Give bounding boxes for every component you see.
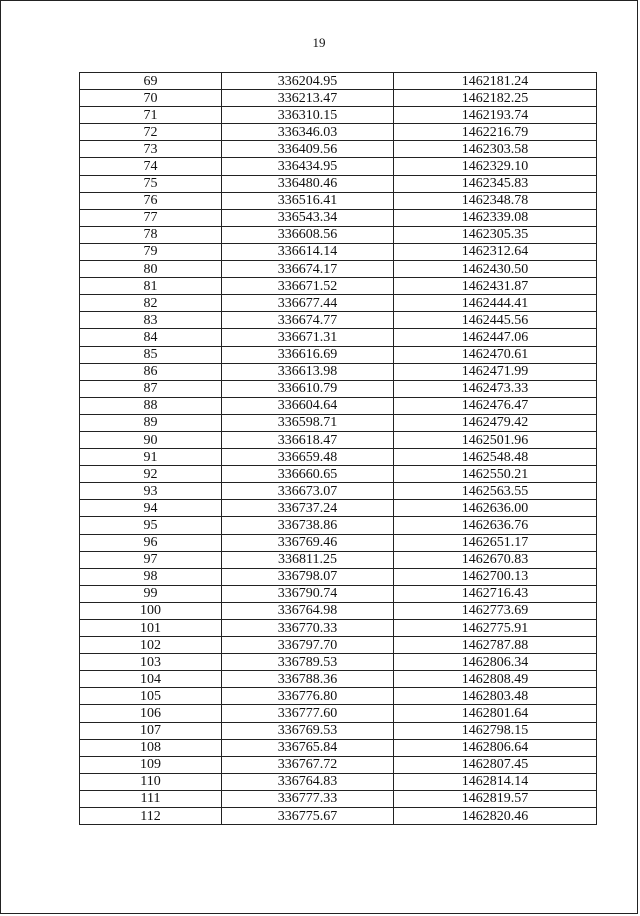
table-row (80, 192, 597, 209)
point-number-cell: 72 (80, 124, 222, 141)
x-coordinate-cell: 336777.33 (222, 790, 394, 807)
table-row (80, 431, 597, 448)
y-coordinate-cell: 1462550.21 (394, 466, 597, 483)
y-coordinate-cell: 1462216.79 (394, 124, 597, 141)
x-coordinate-cell: 336769.46 (222, 534, 394, 551)
x-coordinate-cell: 336659.48 (222, 449, 394, 466)
point-number-cell: 92 (80, 466, 222, 483)
y-coordinate-cell: 1462447.06 (394, 329, 597, 346)
table-row (80, 124, 597, 141)
x-coordinate-cell: 336674.17 (222, 261, 394, 278)
y-coordinate-cell: 1462814.14 (394, 773, 597, 790)
table-row (80, 602, 597, 619)
table-row (80, 568, 597, 585)
x-coordinate-cell: 336673.07 (222, 483, 394, 500)
table-row (80, 346, 597, 363)
x-coordinate-cell: 336204.95 (222, 73, 394, 90)
y-coordinate-cell: 1462501.96 (394, 431, 597, 448)
point-number-cell: 87 (80, 380, 222, 397)
table-row (80, 637, 597, 654)
x-coordinate-cell: 336516.41 (222, 192, 394, 209)
point-number-cell: 73 (80, 141, 222, 158)
x-coordinate-cell: 336798.07 (222, 568, 394, 585)
x-coordinate-cell: 336660.65 (222, 466, 394, 483)
x-coordinate-cell: 336777.60 (222, 705, 394, 722)
point-number-cell: 103 (80, 654, 222, 671)
point-number-cell: 79 (80, 243, 222, 260)
x-coordinate-cell: 336310.15 (222, 107, 394, 124)
page-number: 19 (312, 35, 326, 50)
point-number-cell: 98 (80, 568, 222, 585)
y-coordinate-cell: 1462479.42 (394, 414, 597, 431)
table-row (80, 790, 597, 807)
y-coordinate-cell: 1462473.33 (394, 380, 597, 397)
y-coordinate-cell: 1462787.88 (394, 637, 597, 654)
table-row (80, 756, 597, 773)
table-row (80, 397, 597, 414)
table-row (80, 141, 597, 158)
point-number-cell: 111 (80, 790, 222, 807)
x-coordinate-cell: 336674.77 (222, 312, 394, 329)
table-row (80, 688, 597, 705)
table-row (80, 722, 597, 739)
point-number-cell: 96 (80, 534, 222, 551)
y-coordinate-cell: 1462803.48 (394, 688, 597, 705)
table-row (80, 295, 597, 312)
x-coordinate-cell: 336811.25 (222, 551, 394, 568)
y-coordinate-cell: 1462548.48 (394, 449, 597, 466)
point-number-cell: 85 (80, 346, 222, 363)
table-row (80, 620, 597, 637)
point-number-cell: 90 (80, 431, 222, 448)
table-row (80, 226, 597, 243)
x-coordinate-cell: 336677.44 (222, 295, 394, 312)
x-coordinate-cell: 336738.86 (222, 517, 394, 534)
x-coordinate-cell: 336604.64 (222, 397, 394, 414)
y-coordinate-cell: 1462808.49 (394, 671, 597, 688)
table-row (80, 209, 597, 226)
y-coordinate-cell: 1462348.78 (394, 192, 597, 209)
x-coordinate-cell: 336737.24 (222, 500, 394, 517)
table-row (80, 808, 597, 825)
point-number-cell: 86 (80, 363, 222, 380)
point-number-cell: 74 (80, 158, 222, 175)
x-coordinate-cell: 336598.71 (222, 414, 394, 431)
y-coordinate-cell: 1462820.46 (394, 808, 597, 825)
x-coordinate-cell: 336614.14 (222, 243, 394, 260)
table-row (80, 175, 597, 192)
table-row (80, 380, 597, 397)
y-coordinate-cell: 1462476.47 (394, 397, 597, 414)
point-number-cell: 110 (80, 773, 222, 790)
x-coordinate-cell: 336789.53 (222, 654, 394, 671)
table-row (80, 73, 597, 90)
y-coordinate-cell: 1462636.76 (394, 517, 597, 534)
point-number-cell: 83 (80, 312, 222, 329)
y-coordinate-cell: 1462312.64 (394, 243, 597, 260)
x-coordinate-cell: 336434.95 (222, 158, 394, 175)
point-number-cell: 107 (80, 722, 222, 739)
y-coordinate-cell: 1462775.91 (394, 620, 597, 637)
x-coordinate-cell: 336769.53 (222, 722, 394, 739)
table-row (80, 517, 597, 534)
table-row (80, 585, 597, 602)
table-row (80, 500, 597, 517)
point-number-cell: 75 (80, 175, 222, 192)
point-number-cell: 69 (80, 73, 222, 90)
point-number-cell: 84 (80, 329, 222, 346)
x-coordinate-cell: 336788.36 (222, 671, 394, 688)
y-coordinate-cell: 1462444.41 (394, 295, 597, 312)
y-coordinate-cell: 1462801.64 (394, 705, 597, 722)
x-coordinate-cell: 336767.72 (222, 756, 394, 773)
point-number-cell: 71 (80, 107, 222, 124)
x-coordinate-cell: 336671.52 (222, 278, 394, 295)
point-number-cell: 78 (80, 226, 222, 243)
y-coordinate-cell: 1462773.69 (394, 602, 597, 619)
y-coordinate-cell: 1462471.99 (394, 363, 597, 380)
coordinate-table (79, 72, 597, 825)
x-coordinate-cell: 336776.80 (222, 688, 394, 705)
y-coordinate-cell: 1462716.43 (394, 585, 597, 602)
x-coordinate-cell: 336770.33 (222, 620, 394, 637)
table-row (80, 466, 597, 483)
table-row (80, 773, 597, 790)
y-coordinate-cell: 1462430.50 (394, 261, 597, 278)
x-coordinate-cell: 336613.98 (222, 363, 394, 380)
table-row (80, 739, 597, 756)
table-row (80, 363, 597, 380)
y-coordinate-cell: 1462193.74 (394, 107, 597, 124)
table-row (80, 414, 597, 431)
y-coordinate-cell: 1462563.55 (394, 483, 597, 500)
table-row (80, 261, 597, 278)
table-row (80, 243, 597, 260)
x-coordinate-cell: 336213.47 (222, 90, 394, 107)
table-row (80, 654, 597, 671)
x-coordinate-cell: 336409.56 (222, 141, 394, 158)
y-coordinate-cell: 1462470.61 (394, 346, 597, 363)
point-number-cell: 112 (80, 808, 222, 825)
point-number-cell: 102 (80, 637, 222, 654)
point-number-cell: 106 (80, 705, 222, 722)
x-coordinate-cell: 336764.83 (222, 773, 394, 790)
point-number-cell: 94 (80, 500, 222, 517)
point-number-cell: 93 (80, 483, 222, 500)
y-coordinate-cell: 1462806.64 (394, 739, 597, 756)
x-coordinate-cell: 336346.03 (222, 124, 394, 141)
y-coordinate-cell: 1462431.87 (394, 278, 597, 295)
x-coordinate-cell: 336790.74 (222, 585, 394, 602)
point-number-cell: 80 (80, 261, 222, 278)
y-coordinate-cell: 1462303.58 (394, 141, 597, 158)
point-number-cell: 81 (80, 278, 222, 295)
y-coordinate-cell: 1462345.83 (394, 175, 597, 192)
y-coordinate-cell: 1462819.57 (394, 790, 597, 807)
table-row (80, 534, 597, 551)
y-coordinate-cell: 1462182.25 (394, 90, 597, 107)
table-row (80, 312, 597, 329)
x-coordinate-cell: 336765.84 (222, 739, 394, 756)
table-row (80, 551, 597, 568)
point-number-cell: 70 (80, 90, 222, 107)
point-number-cell: 104 (80, 671, 222, 688)
table-row (80, 671, 597, 688)
table-row (80, 705, 597, 722)
point-number-cell: 97 (80, 551, 222, 568)
point-number-cell: 82 (80, 295, 222, 312)
point-number-cell: 76 (80, 192, 222, 209)
y-coordinate-cell: 1462445.56 (394, 312, 597, 329)
y-coordinate-cell: 1462807.45 (394, 756, 597, 773)
table-row (80, 329, 597, 346)
y-coordinate-cell: 1462339.08 (394, 209, 597, 226)
x-coordinate-cell: 336543.34 (222, 209, 394, 226)
table-row (80, 278, 597, 295)
table-row (80, 483, 597, 500)
y-coordinate-cell: 1462636.00 (394, 500, 597, 517)
y-coordinate-cell: 1462181.24 (394, 73, 597, 90)
table-row (80, 158, 597, 175)
point-number-cell: 91 (80, 449, 222, 466)
point-number-cell: 77 (80, 209, 222, 226)
table-row (80, 107, 597, 124)
y-coordinate-cell: 1462806.34 (394, 654, 597, 671)
x-coordinate-cell: 336797.70 (222, 637, 394, 654)
point-number-cell: 88 (80, 397, 222, 414)
x-coordinate-cell: 336618.47 (222, 431, 394, 448)
point-number-cell: 105 (80, 688, 222, 705)
table-row (80, 449, 597, 466)
point-number-cell: 101 (80, 620, 222, 637)
point-number-cell: 108 (80, 739, 222, 756)
point-number-cell: 89 (80, 414, 222, 431)
x-coordinate-cell: 336608.56 (222, 226, 394, 243)
y-coordinate-cell: 1462798.15 (394, 722, 597, 739)
y-coordinate-cell: 1462329.10 (394, 158, 597, 175)
x-coordinate-cell: 336671.31 (222, 329, 394, 346)
table-row (80, 90, 597, 107)
y-coordinate-cell: 1462305.35 (394, 226, 597, 243)
point-number-cell: 109 (80, 756, 222, 773)
x-coordinate-cell: 336610.79 (222, 380, 394, 397)
coordinate-table-body (80, 73, 597, 825)
x-coordinate-cell: 336480.46 (222, 175, 394, 192)
y-coordinate-cell: 1462651.17 (394, 534, 597, 551)
x-coordinate-cell: 336775.67 (222, 808, 394, 825)
point-number-cell: 99 (80, 585, 222, 602)
x-coordinate-cell: 336764.98 (222, 602, 394, 619)
point-number-cell: 95 (80, 517, 222, 534)
x-coordinate-cell: 336616.69 (222, 346, 394, 363)
point-number-cell: 100 (80, 602, 222, 619)
y-coordinate-cell: 1462670.83 (394, 551, 597, 568)
y-coordinate-cell: 1462700.13 (394, 568, 597, 585)
